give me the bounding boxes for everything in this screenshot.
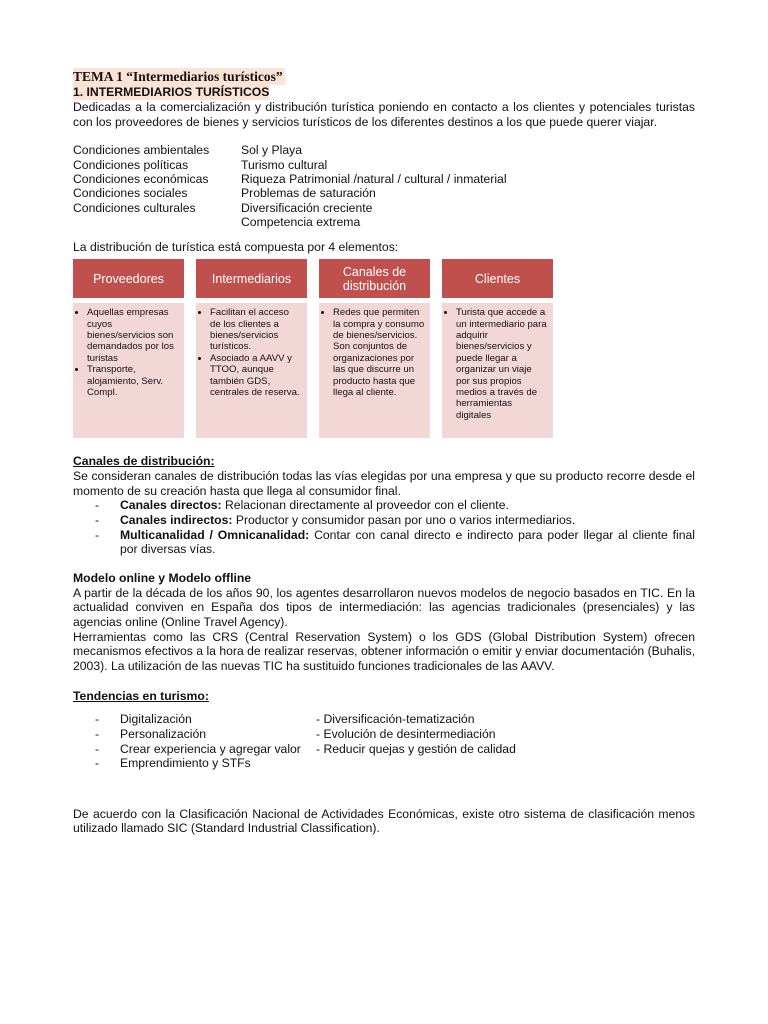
element-body	[319, 303, 430, 438]
canal-item	[73, 498, 695, 513]
modelo-heading: Modelo online y Modelo offline	[73, 570, 252, 585]
canal-term: Canales directos:	[120, 498, 222, 513]
tendencia-row	[73, 727, 695, 742]
canales-paragraph: Se consideran canales de distribución todas las vías elegidas por una empresa y que su producto recorre desde el momento de su creación hasta que llega al consumidor final.	[73, 469, 695, 498]
element-bullet: • Asociado a AAVV y TTOO, aunque también GDS, centrales de reserva.	[210, 353, 302, 399]
dash-marker: -	[95, 513, 100, 527]
dash-marker: -	[95, 741, 100, 756]
dash-marker: -	[95, 712, 100, 727]
dash-marker: -	[95, 756, 100, 771]
canales-heading: Canales de distribución:	[73, 454, 215, 469]
canal-description: Relacionan directamente al proveedor con el cliente.	[221, 498, 509, 513]
tendencias-heading: Tendencias en turismo:	[73, 689, 209, 704]
canal-term: Canales indirectos:	[120, 513, 233, 527]
element-bullets	[201, 307, 302, 398]
element-column	[319, 259, 430, 438]
condition-label: Condiciones económicas	[73, 172, 209, 186]
condition-value: Competencia extrema	[241, 215, 361, 230]
distribution-elements-diagram	[73, 259, 553, 438]
canal-item	[73, 528, 695, 557]
condition-row	[73, 215, 695, 229]
topic-title: TEMA 1 “Intermediarios turísticos”	[73, 69, 283, 84]
condition-value: Problemas de saturación	[241, 186, 376, 201]
tendencia-row	[73, 712, 695, 727]
condition-row	[73, 201, 695, 215]
element-body	[73, 303, 184, 438]
tendencia-item: - Diversificación-tematización	[316, 712, 475, 727]
condition-label: Condiciones ambientales	[73, 143, 210, 158]
element-bullet: • Transporte, alojamiento, Serv. Compl.	[87, 364, 179, 398]
element-bullet: • Aquellas empresas cuyos bienes/servicios son demandados por los turistas	[87, 307, 179, 364]
canal-item	[73, 513, 695, 528]
canales-list	[73, 498, 695, 556]
canal-text	[120, 513, 695, 528]
tendencias-list	[73, 712, 695, 770]
condition-label	[73, 215, 241, 229]
tendencia-item	[316, 756, 695, 771]
element-bullet: • Facilitan el acceso de los clientes a bienes/servicios turísticos.	[210, 307, 302, 353]
canal-description: Productor y consumidor pasan por uno o varios intermediarios.	[232, 513, 576, 527]
condition-value: Sol y Playa	[241, 143, 302, 158]
tendencia-row	[73, 742, 695, 757]
modelo-paragraph-2: Herramientas como las CRS (Central Reservation System) o los GDS (Global Distribution System) ofrecen mecanismos efectivos a la hora de realizar reservas, obtener información o emitir y enviar documentación (Buhalis, 2003). La utilización de las nuevas TIC ha sustituido funciones tradicionales de las AAVV.	[73, 629, 695, 673]
dash-marker: -	[95, 726, 100, 741]
modelo-paragraph-1: A partir de la década de los años 90, los agentes desarrollaron nuevos modelos de negocio basados en TIC. En la actualidad conviven en España dos tipos de intermediación: las agencias tradicionales (presenciales) y las agencias online (Online Travel Agency).	[73, 585, 695, 629]
condition-row	[73, 186, 695, 200]
element-bullets	[78, 307, 179, 398]
distribution-lead: La distribución de turística está compuesta por 4 elementos:	[73, 239, 399, 254]
element-bullet: • Redes que permiten la compra y consumo de bienes/servicios. Son conjuntos de organizaciones por las que discurre un producto hasta que llega al cliente.	[333, 307, 425, 398]
element-column	[196, 259, 307, 438]
condition-row	[73, 172, 695, 186]
final-paragraph: De acuerdo con la Clasificación Nacional de Actividades Económicas, existe otro sistema de clasificación menos utilizado llamado SIC (Standard Industrial Classification).	[73, 806, 695, 836]
element-header: Intermediarios	[196, 259, 307, 298]
condition-value: Turismo cultural	[241, 157, 328, 172]
element-header: Canales de distribución	[319, 259, 430, 298]
tendencia-item: Personalización	[120, 726, 207, 741]
condition-value: Riqueza Patrimonial /natural / cultural / inmaterial	[241, 172, 507, 186]
element-body	[196, 303, 307, 438]
condition-label: Condiciones políticas	[73, 157, 189, 172]
condition-row	[73, 143, 695, 157]
element-header: Clientes	[442, 259, 553, 298]
canal-description: Contar con canal directo e indirecto para poder llegar al cliente final por diversas vías.	[120, 527, 695, 557]
element-bullets	[324, 307, 425, 398]
tendencia-item: Emprendimiento y STFs	[120, 756, 251, 771]
dash-marker: -	[95, 527, 100, 542]
tendencia-item: - Evolución de desintermediación	[316, 726, 496, 741]
element-column	[73, 259, 184, 438]
canal-text	[120, 498, 695, 513]
canal-text	[120, 528, 695, 557]
intro-paragraph: Dedicadas a la comercialización y distribución turística poniendo en contacto a los clientes y potenciales turistas con los proveedores de bienes y servicios turísticos de los diferentes destinos a los que puede querer viajar.	[73, 100, 695, 129]
element-header: Proveedores	[73, 259, 184, 298]
element-bullet: • Turista que accede a un intermediario para adquirir bienes/servicios y puede llegar a organizar un viaje por sus propios medios a través de herramientas digitales	[456, 307, 548, 421]
tendencia-item: - Reducir quejas y gestión de calidad	[316, 741, 516, 756]
condition-value: Diversificación creciente	[241, 200, 373, 215]
element-body	[442, 303, 553, 438]
document-page	[73, 68, 695, 836]
condition-row	[73, 158, 695, 172]
conditions-list	[73, 143, 695, 229]
tendencia-item: Crear experiencia y agregar valor	[120, 741, 301, 756]
condition-label: Condiciones sociales	[73, 186, 188, 201]
tendencia-item: Digitalización	[120, 712, 192, 727]
dash-marker: -	[95, 498, 100, 513]
section-heading: 1. INTERMEDIARIOS TURÍSTICOS	[73, 85, 270, 99]
element-bullets	[447, 307, 548, 421]
condition-label: Condiciones culturales	[73, 200, 196, 215]
tendencia-row	[73, 756, 695, 771]
element-column	[442, 259, 553, 438]
canal-term: Multicanalidad / Omnicanalidad:	[120, 527, 310, 542]
